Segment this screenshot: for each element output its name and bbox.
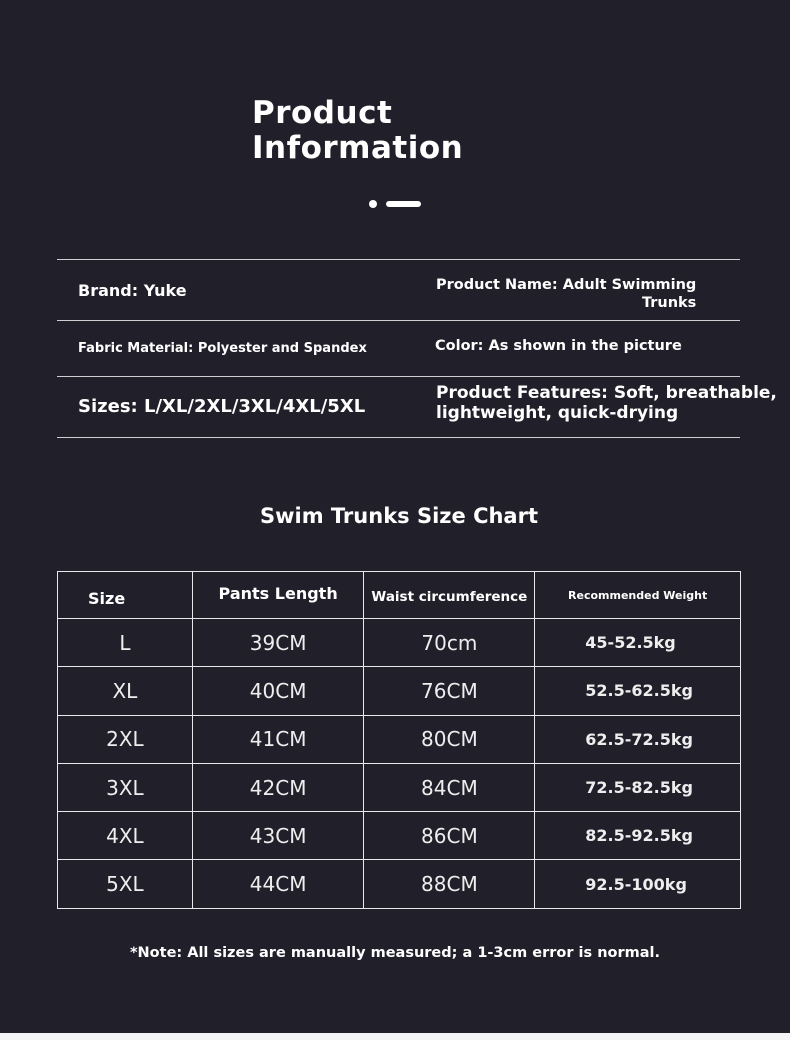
header-size: Size [58,572,193,619]
cell-weight: 45-52.5kg [535,619,741,667]
product-name-line-1: Product Name: Adult Swimming [436,277,697,293]
cell-waist: 88CM [364,860,535,908]
table-row [58,763,741,811]
cell-waist: 76CM [364,667,535,715]
product-name-text [436,276,696,312]
divider [57,259,740,260]
cell-waist: 86CM [364,812,535,860]
cell-pants-length: 43CM [192,812,364,860]
cell-size: L [58,619,193,667]
header-weight: Recommended Weight [535,572,741,619]
cell-size: 5XL [58,860,193,908]
cell-pants-length: 42CM [192,763,364,811]
decorative-dash [386,201,421,207]
cell-waist: 80CM [364,715,535,763]
cell-weight: 72.5-82.5kg [535,763,741,811]
features-line-2: lightweight, quick-drying [436,403,679,423]
product-name-line-2: Trunks [641,295,697,311]
title-line-2: Information [252,130,464,166]
decorative-dot [369,200,377,208]
cell-pants-length: 39CM [192,619,364,667]
sizes-text: Sizes: L/XL/2XL/3XL/4XL/5XL [78,396,366,417]
header-waist: Waist circumference [364,572,535,619]
cell-weight: 92.5-100kg [535,860,741,908]
bottom-strip [0,1033,790,1040]
divider [57,437,740,438]
cell-size: 2XL [58,715,193,763]
color-text: Color: As shown in the picture [435,338,682,354]
features-text [436,383,777,423]
table-row [58,860,741,908]
divider [57,376,740,377]
page-title [252,96,463,166]
table-row [58,667,741,715]
table-row [58,812,741,860]
brand-text: Brand: Yuke [78,281,187,300]
cell-weight: 82.5-92.5kg [535,812,741,860]
cell-size: 4XL [58,812,193,860]
divider [57,320,740,321]
cell-size: XL [58,667,193,715]
table-row [58,715,741,763]
cell-waist: 84CM [364,763,535,811]
size-chart-table [57,571,741,909]
title-line-1: Product [252,95,393,131]
table-header-row [58,572,741,619]
cell-size: 3XL [58,763,193,811]
header-pants-length: Pants Length [192,572,364,619]
table-row [58,619,741,667]
cell-pants-length: 41CM [192,715,364,763]
note-text: *Note: All sizes are manually measured; a 1-3cm error is normal. [129,945,661,961]
size-chart-title: Swim Trunks Size Chart [260,504,538,528]
cell-pants-length: 40CM [192,667,364,715]
cell-pants-length: 44CM [192,860,364,908]
fabric-text: Fabric Material: Polyester and Spandex [78,341,367,356]
cell-weight: 62.5-72.5kg [535,715,741,763]
cell-waist: 70cm [364,619,535,667]
cell-weight: 52.5-62.5kg [535,667,741,715]
features-line-1: Product Features: Soft, breathable, [436,383,777,403]
